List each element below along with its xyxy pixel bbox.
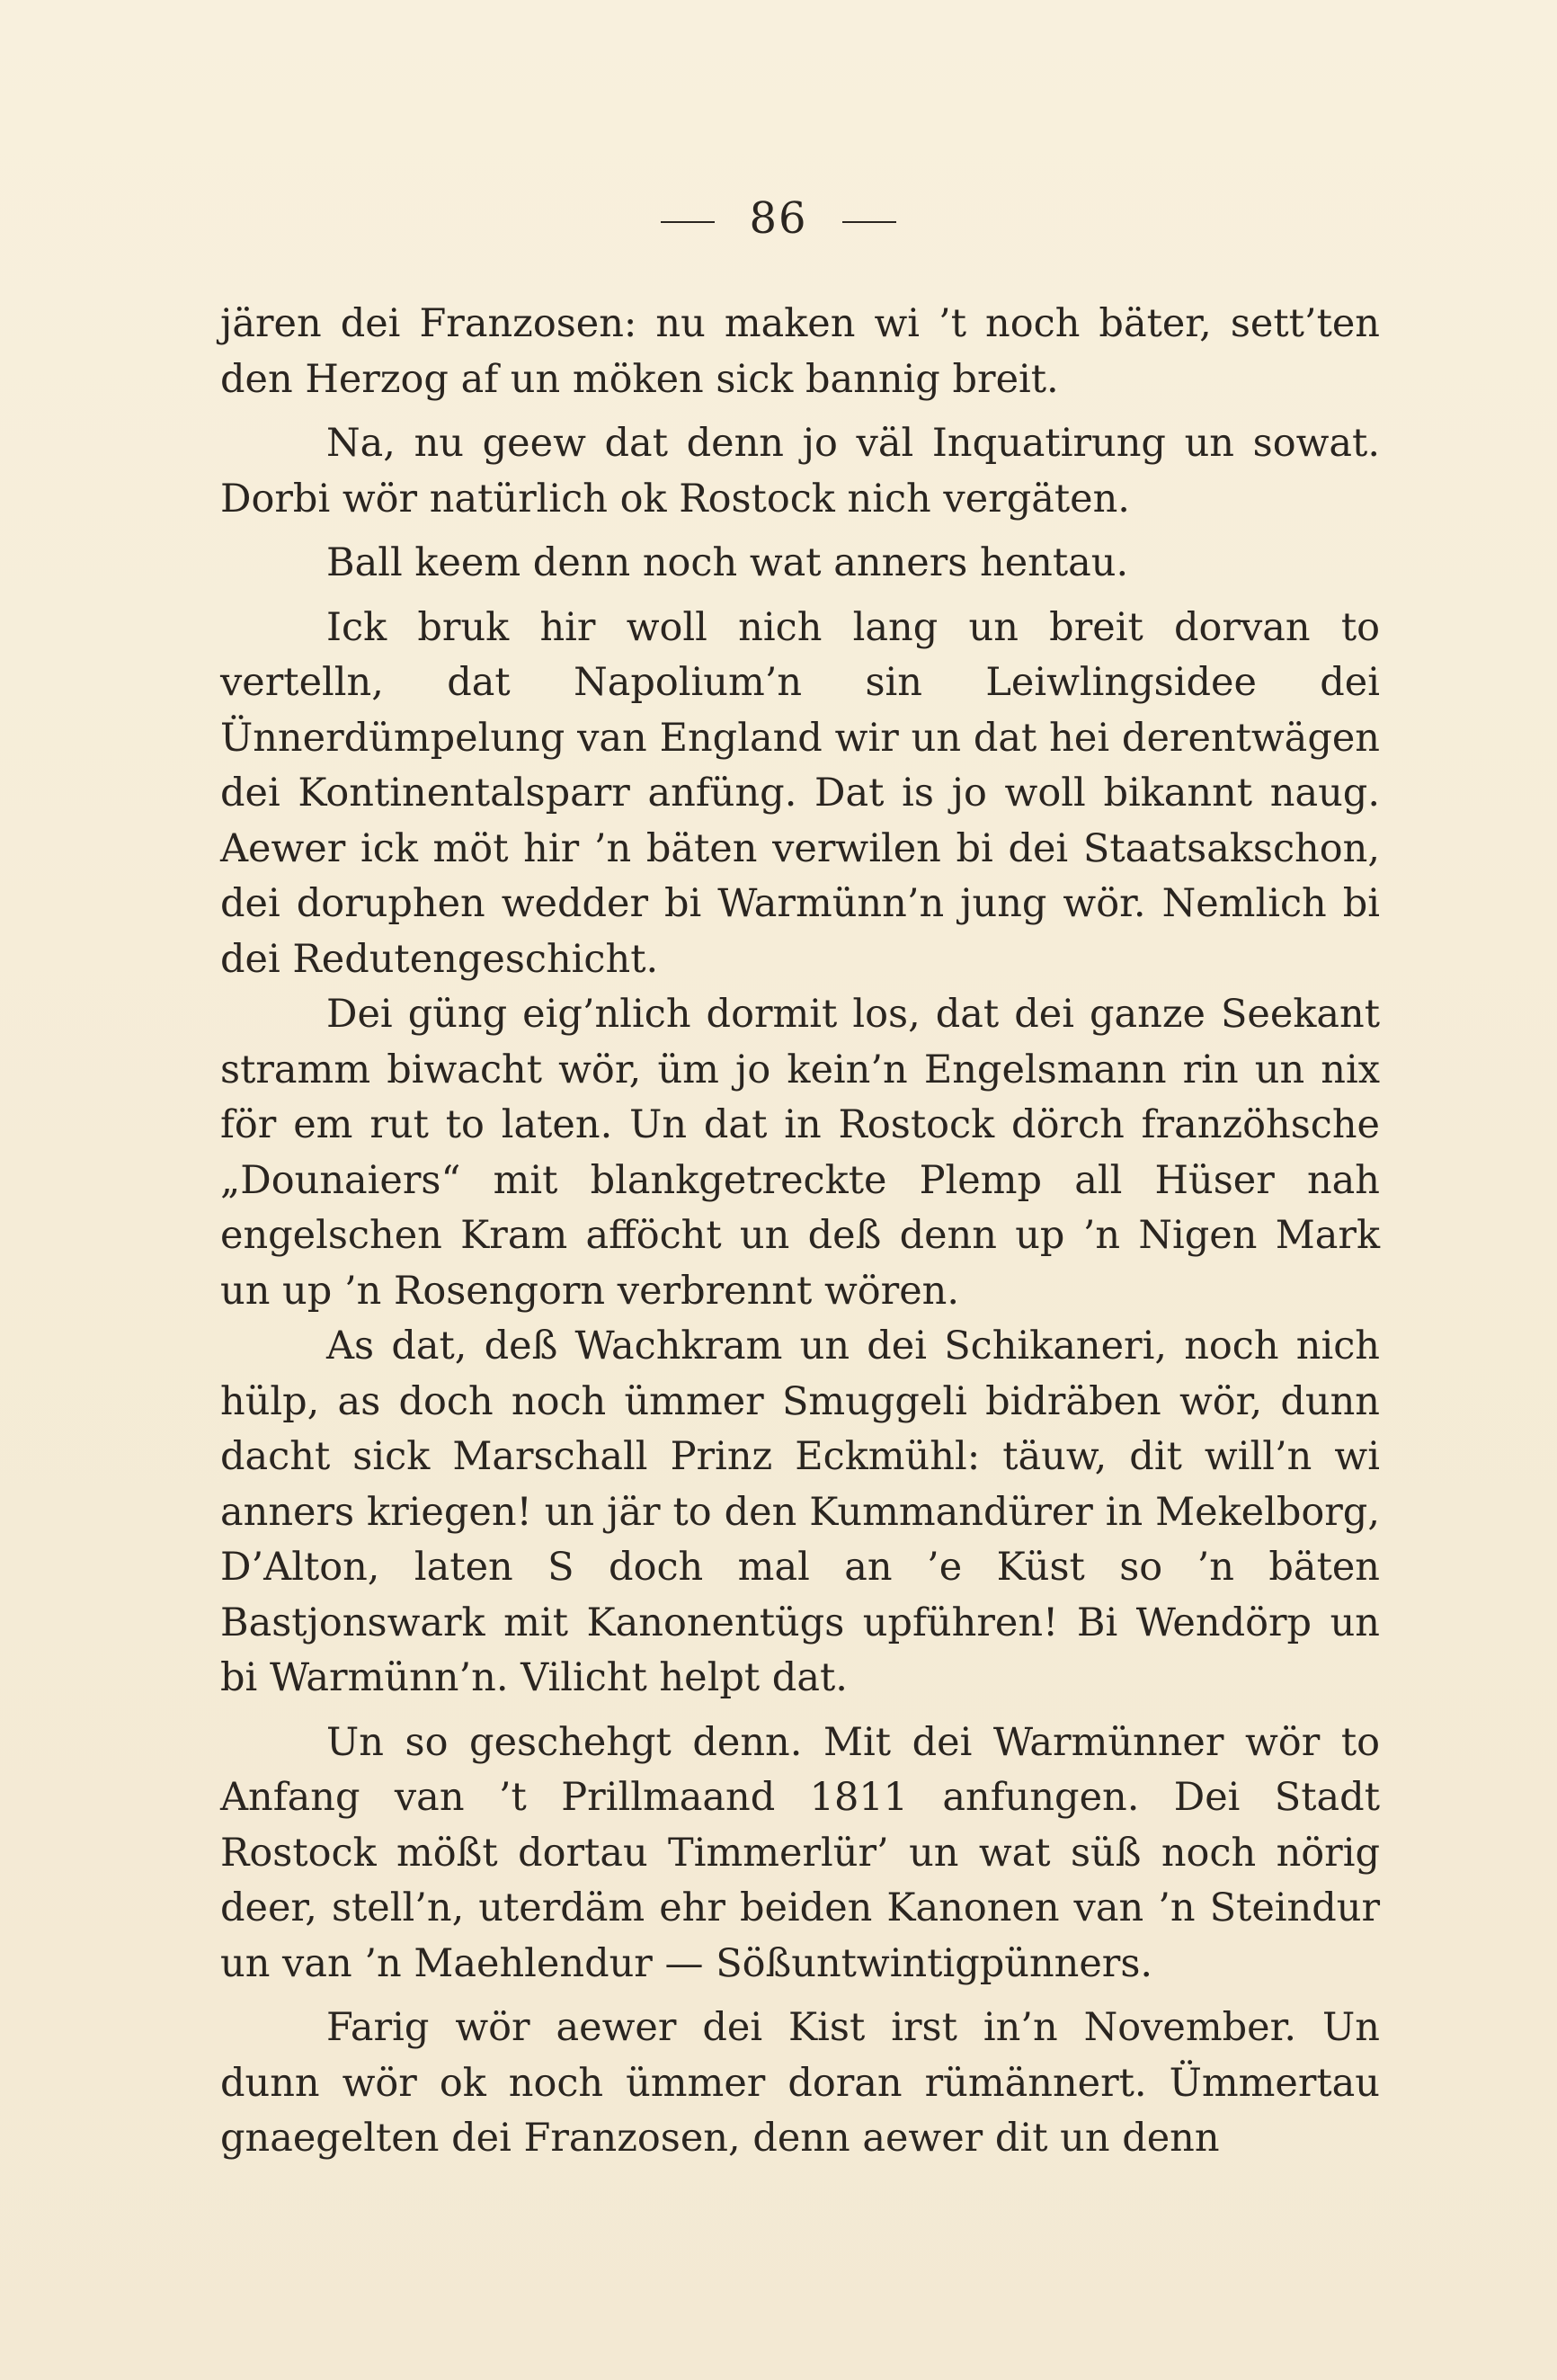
header-dash-left xyxy=(661,221,715,223)
paragraph-6: As dat, deß Wachkram un dei Schikaneri, noch nich hülp, as doch noch ümmer Smuggeli bidräben wör, dunn dacht sick Marschall Prinz Eckmühl: täuw, dit will’n wi anners kriegen! un jär to den Kummandürer in Mekelborg, D’Alton, laten S doch mal an ’e Küst so ’n bäten Bastjonswark mit Kanonentügs upführen! Bi Wendörp un bi Warmünn’n. Vilicht helpt dat. xyxy=(220,1324,1380,1700)
page-header xyxy=(0,193,1557,244)
page-number: 86 xyxy=(749,193,808,244)
paragraph-7: Un so geschehgt denn. Mit dei Warmünner wör to Anfang van ’t Prillmaand 1811 anfungen. Dei Stadt Rostock mößt dortau Timmerlür’ un wat süß noch nörig deer, stell’n, uterdäm ehr beiden Kanonen van ’n Steindur un van ’n Maehlendur — Sößuntwintigpünners. xyxy=(220,1719,1380,1986)
paragraph-3: Ball keem denn noch wat anners hentau. xyxy=(326,540,1129,585)
paragraph-4: Ick bruk hir woll nich lang un breit dorvan to vertelln, dat Napolium’n sin Leiwlingsidee dei Ünnerdümpelung van England wir un dat hei derentwägen dei Kontinentalsparr anfüng. Dat is jo woll bikannt naug. Aewer ick möt hir ’n bäten verwilen bi dei Staatsakschon, dei doruphen wedder bi Warmünn’n jung wör. Nemlich bi dei Redutengeschicht. xyxy=(220,604,1380,982)
paragraph-2: Na, nu geew dat denn jo väl Inquatirung un sowat. Dorbi wör natürlich ok Rostock nich vergäten. xyxy=(220,421,1380,521)
header-dash-right xyxy=(842,221,896,223)
paragraph-8: Farig wör aewer dei Kist irst in’n November. Un dunn wör ok noch ümmer doran rümännert. Ümmertau gnaegelten dei Franzosen, denn aewer dit un denn xyxy=(220,2005,1380,2161)
page-body xyxy=(220,297,1380,2167)
paragraph-1: jären dei Franzosen: nu maken wi ’t noch bäter, sett’ten den Herzog af un möken sick bannig breit. xyxy=(220,301,1380,402)
paragraph-5: Dei güng eig’nlich dormit los, dat dei ganze Seekant stramm biwacht wör, üm jo kein’n Engelsmann rin un nix för em rut to laten. Un dat in Rostock dörch franzöhsche „Dounaiers“ mit blankgetreckte Plemp all Hüser nah engelschen Kram afföcht un deß denn up ’n Nigen Mark un up ’n Rosengorn verbrennt wören. xyxy=(220,992,1380,1314)
